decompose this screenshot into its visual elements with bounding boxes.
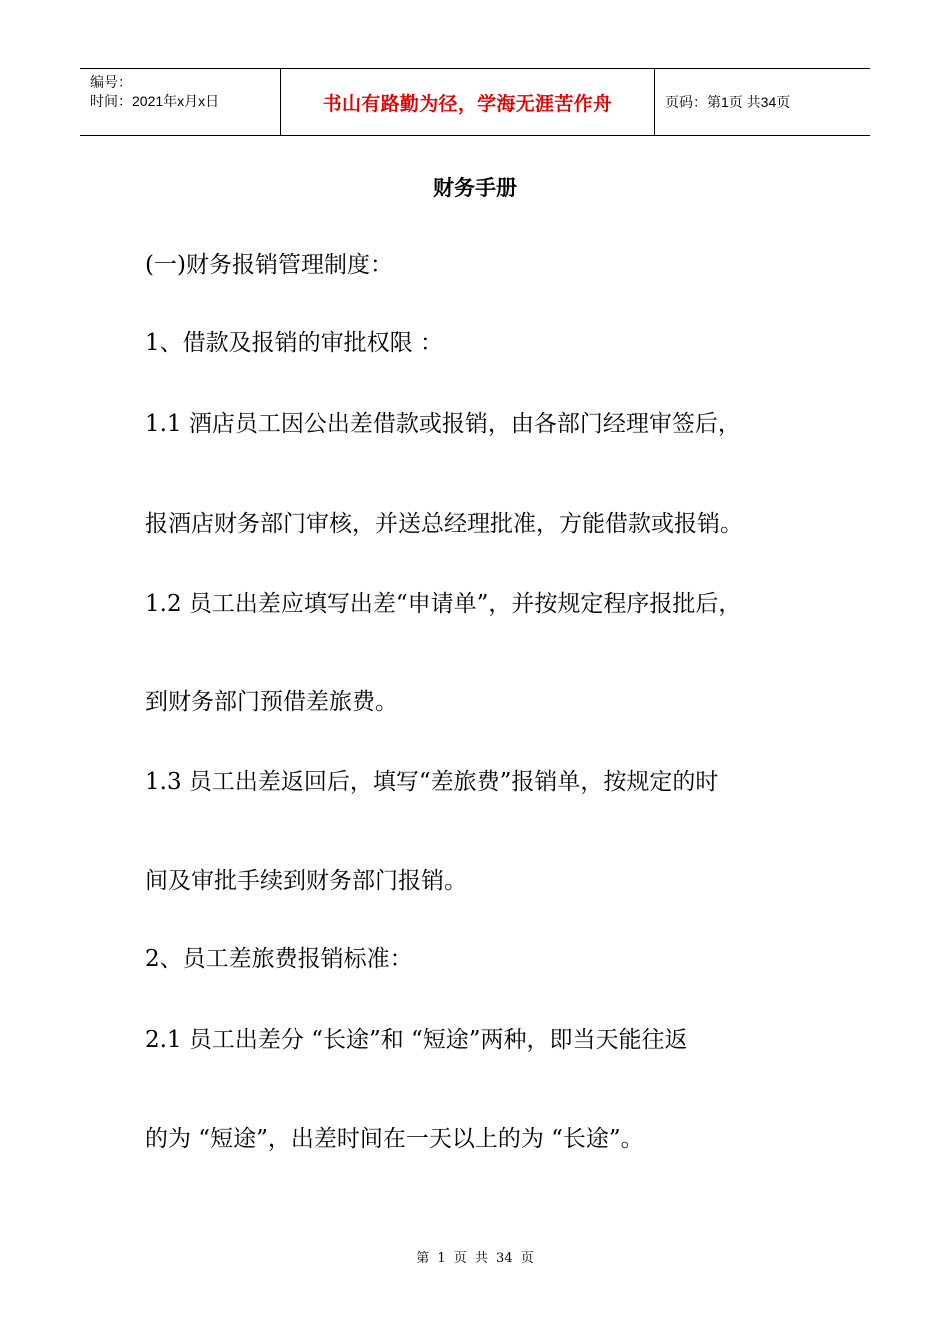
header-motto-cell bbox=[281, 69, 655, 135]
paragraph-line: 到财务部门预借差旅费。 bbox=[145, 689, 398, 715]
paragraph-line: 1.1 酒店员工因公出差借款或报销，由各部门经理审签后， bbox=[145, 411, 741, 437]
document-number-label: 编号： bbox=[90, 74, 132, 90]
page-footer: 第 1 页 共 34 页 bbox=[416, 1251, 534, 1266]
section-heading: (一)财务报销管理制度： bbox=[145, 252, 393, 278]
header-meta-cell bbox=[80, 69, 281, 135]
header-page-cell bbox=[655, 69, 870, 135]
paragraph-line: 报酒店财务部门审核，并送总经理批准，方能借款或报销。 bbox=[145, 511, 743, 537]
paragraph-line: 1.3 员工出差返回后，填写“差旅费”报销单，按规定的时 bbox=[145, 769, 719, 795]
paragraph-line: 的为 “短途”，出差时间在一天以上的为 “长途”。 bbox=[145, 1126, 644, 1152]
header-table bbox=[80, 68, 870, 136]
subsection-heading: 2、员工差旅费报销标准： bbox=[145, 946, 413, 972]
subsection-heading: 1、借款及报销的审批权限 ： bbox=[145, 330, 443, 356]
document-date-label: 时间：2021年x月x日 bbox=[90, 93, 220, 109]
header-page-info: 页码：第1页 共34页 bbox=[665, 94, 791, 110]
header-motto: 书山有路勤为径，学海无涯苦作舟 bbox=[322, 92, 613, 115]
paragraph-line: 1.2 员工出差应填写出差“申请单”，并按规定程序报批后， bbox=[145, 591, 742, 617]
document-title: 财务手册 bbox=[433, 176, 517, 200]
paragraph-line: 2.1 员工出差分 “长途”和 “短途”两种，即当天能往返 bbox=[145, 1027, 688, 1053]
paragraph-line: 间及审批手续到财务部门报销。 bbox=[145, 868, 467, 894]
